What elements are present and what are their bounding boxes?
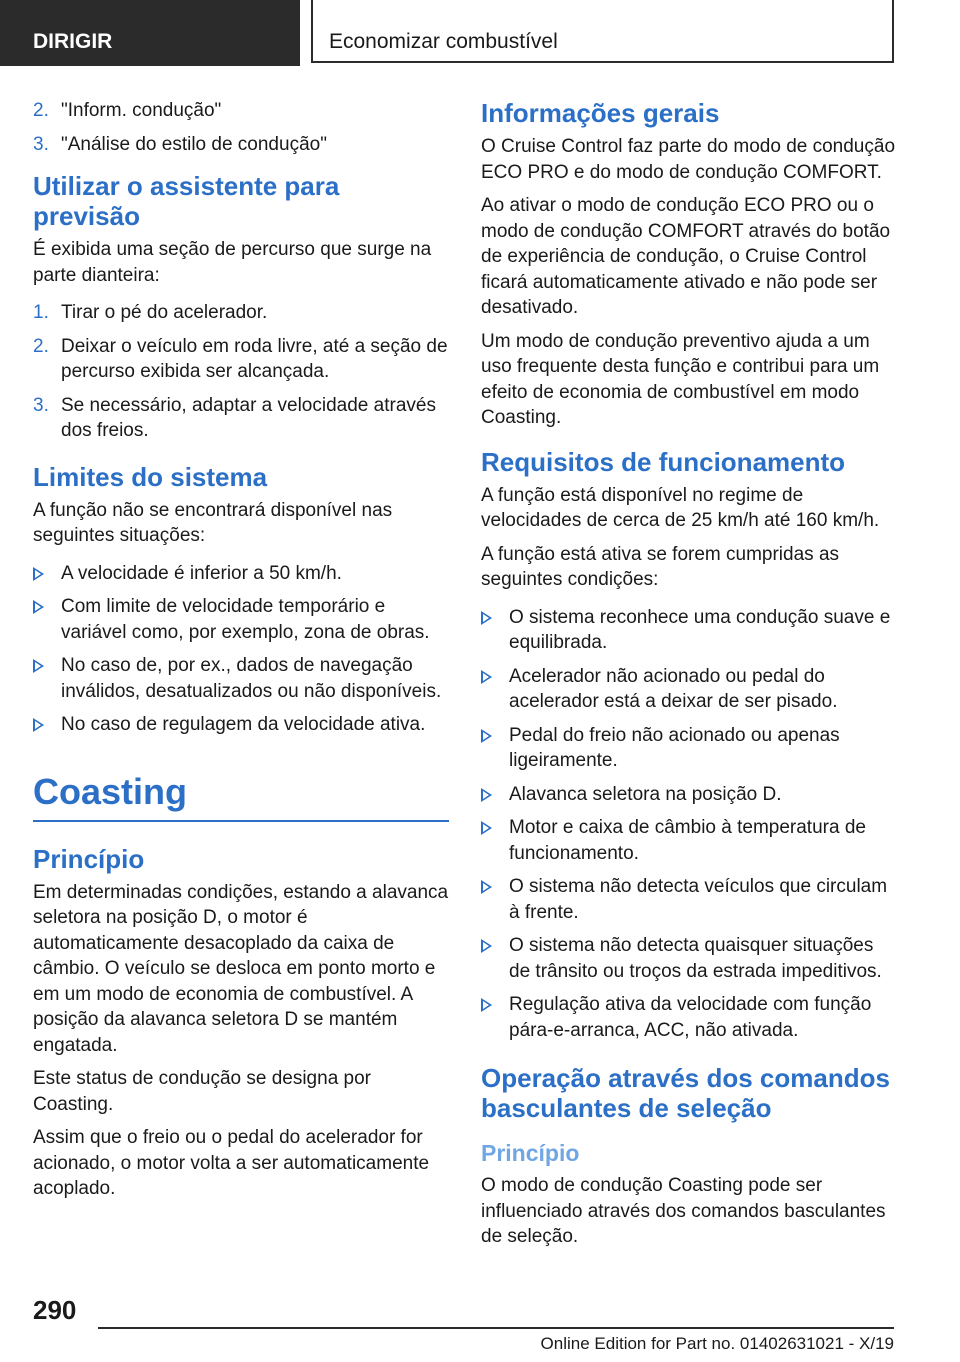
list-item <box>33 561 449 587</box>
right-column <box>481 98 897 1258</box>
list-text: Motor e caixa de câmbio à temperatura de funcionamento. <box>509 817 866 864</box>
heading-principle-sub: Princípio <box>481 1140 580 1166</box>
triangle-bullet-icon <box>481 821 492 835</box>
heading-coasting: Coasting <box>33 772 449 822</box>
heading-system-limits: Limites do sistema <box>33 461 268 492</box>
list-item <box>33 653 449 704</box>
principle-paragraph: Assim que o freio ou o pedal do acelerador for acionado, o motor volta a ser automaticamente acoplado. <box>33 1127 430 1199</box>
list-item <box>481 782 897 808</box>
list-text: O sistema não detecta veículos que circulam à frente. <box>509 876 888 923</box>
left-column <box>33 98 449 1210</box>
preview-steps <box>33 300 449 444</box>
list-item <box>481 874 897 925</box>
list-text: O sistema reconhece uma condução suave e equilibrada. <box>509 606 891 653</box>
triangle-bullet-icon <box>481 998 492 1012</box>
preview-intro: É exibida uma seção de percurso que surge na parte dianteira: <box>33 239 432 286</box>
general-paragraph: Ao ativar o modo de condução ECO PRO ou o modo de condução COMFORT através do botão de experiência de condução, o Cruise Control ficará automaticamente ativado e não pode ser desativado. <box>481 195 891 318</box>
list-item <box>481 815 897 866</box>
page-number: 290 <box>33 1295 77 1325</box>
principle-paragraph: Em determinadas condições, estando a alavanca seletora na posição D, o motor é automaticamente desacoplado da caixa de câmbio. O veículo se desloca em ponto morto e em um modo de economia de combustível. A posição da alavanca seletora D se mantém engatada. <box>33 881 449 1056</box>
list-text: Alavanca seletora na posição D. <box>509 783 782 805</box>
list-item <box>481 933 897 984</box>
page-header <box>0 0 960 66</box>
list-item <box>33 334 449 385</box>
requirements-list <box>481 605 897 1044</box>
list-text: Acelerador não acionado ou pedal do acelerador está a deixar de ser pisado. <box>509 665 838 712</box>
list-text: No caso de, por ex., dados de navegação inválidos, desatualizados ou não disponíveis. <box>61 655 442 702</box>
triangle-bullet-icon <box>481 729 492 743</box>
general-paragraph: O Cruise Control faz parte do modo de condução ECO PRO e do modo de condução COMFORT. <box>481 136 896 183</box>
heading-principle: Princípio <box>33 843 145 874</box>
list-number: 3. <box>33 394 49 416</box>
list-text: Deixar o veículo em roda livre, até a seção de percurso exibida ser alcançada. <box>61 335 448 382</box>
triangle-bullet-icon <box>33 659 44 673</box>
principle-sub-paragraph: O modo de condução Coasting pode ser influenciado através dos comandos basculantes de seleção. <box>481 1175 886 1247</box>
list-text: Pedal do freio não acionado ou apenas ligeiramente. <box>509 724 840 771</box>
list-number: 2. <box>33 100 49 121</box>
principle-paragraph: Este status de condução se designa por Coasting. <box>33 1068 372 1115</box>
triangle-bullet-icon <box>33 718 44 732</box>
list-item <box>481 992 897 1043</box>
numbered-list-continued <box>33 98 449 157</box>
list-text: Regulação ativa da velocidade com função pára-e-arranca, ACC, não ativada. <box>509 994 872 1041</box>
heading-preview-assistant: Utilizar o assistente para previsão <box>33 171 340 231</box>
list-item <box>33 98 449 124</box>
list-text: Com limite de velocidade temporário e variável como, por exemplo, zona de obras. <box>61 596 430 643</box>
section-tab[interactable]: DIRIGIR <box>0 0 300 66</box>
general-paragraph: Um modo de condução preventivo ajuda a um uso frequente desta função e contribui para um efeito de economia de combustível em modo Coasting. <box>481 330 880 428</box>
list-item <box>481 664 897 715</box>
chapter-title: Economizar combustível <box>311 0 894 63</box>
triangle-bullet-icon <box>33 567 44 581</box>
list-item <box>481 723 897 774</box>
limits-list <box>33 561 449 738</box>
list-number: 3. <box>33 133 49 155</box>
list-text: O sistema não detecta quaisquer situações de trânsito ou troços da estrada impeditivos. <box>509 935 882 982</box>
heading-general-info: Informações gerais <box>481 98 720 128</box>
list-item <box>33 300 449 326</box>
footer-edition: Online Edition for Part no. 01402631021 - X/19 <box>540 1334 894 1353</box>
triangle-bullet-icon <box>33 600 44 614</box>
list-text: "Inform. condução" <box>61 100 222 121</box>
list-item <box>33 393 449 444</box>
list-text: Se necessário, adaptar a velocidade através dos freios. <box>61 394 436 441</box>
list-text: A velocidade é inferior a 50 km/h. <box>61 562 342 584</box>
limits-intro: A função não se encontrará disponível nas seguintes situações: <box>33 499 393 546</box>
requirements-paragraph: A função está disponível no regime de velocidades de cerca de 25 km/h até 160 km/h. <box>481 484 880 531</box>
footer-divider <box>98 1327 894 1329</box>
list-text: Tirar o pé do acelerador. <box>61 302 268 323</box>
list-item <box>33 712 449 738</box>
triangle-bullet-icon <box>481 670 492 684</box>
list-text: "Análise do estilo de condução" <box>61 133 327 155</box>
heading-requirements: Requisitos de funcionamento <box>481 446 846 477</box>
list-number: 2. <box>33 335 49 357</box>
list-text: No caso de regulagem da velocidade ativa. <box>61 714 426 735</box>
triangle-bullet-icon <box>481 880 492 894</box>
heading-operation: Operação através dos comandos basculantes de seleção <box>481 1063 890 1123</box>
requirements-paragraph: A função está ativa se forem cumpridas as seguintes condições: <box>481 543 840 590</box>
list-item <box>33 594 449 645</box>
triangle-bullet-icon <box>481 939 492 953</box>
list-number: 1. <box>33 302 49 323</box>
list-item <box>481 605 897 656</box>
triangle-bullet-icon <box>481 611 492 625</box>
list-item <box>33 132 449 158</box>
triangle-bullet-icon <box>481 788 492 802</box>
